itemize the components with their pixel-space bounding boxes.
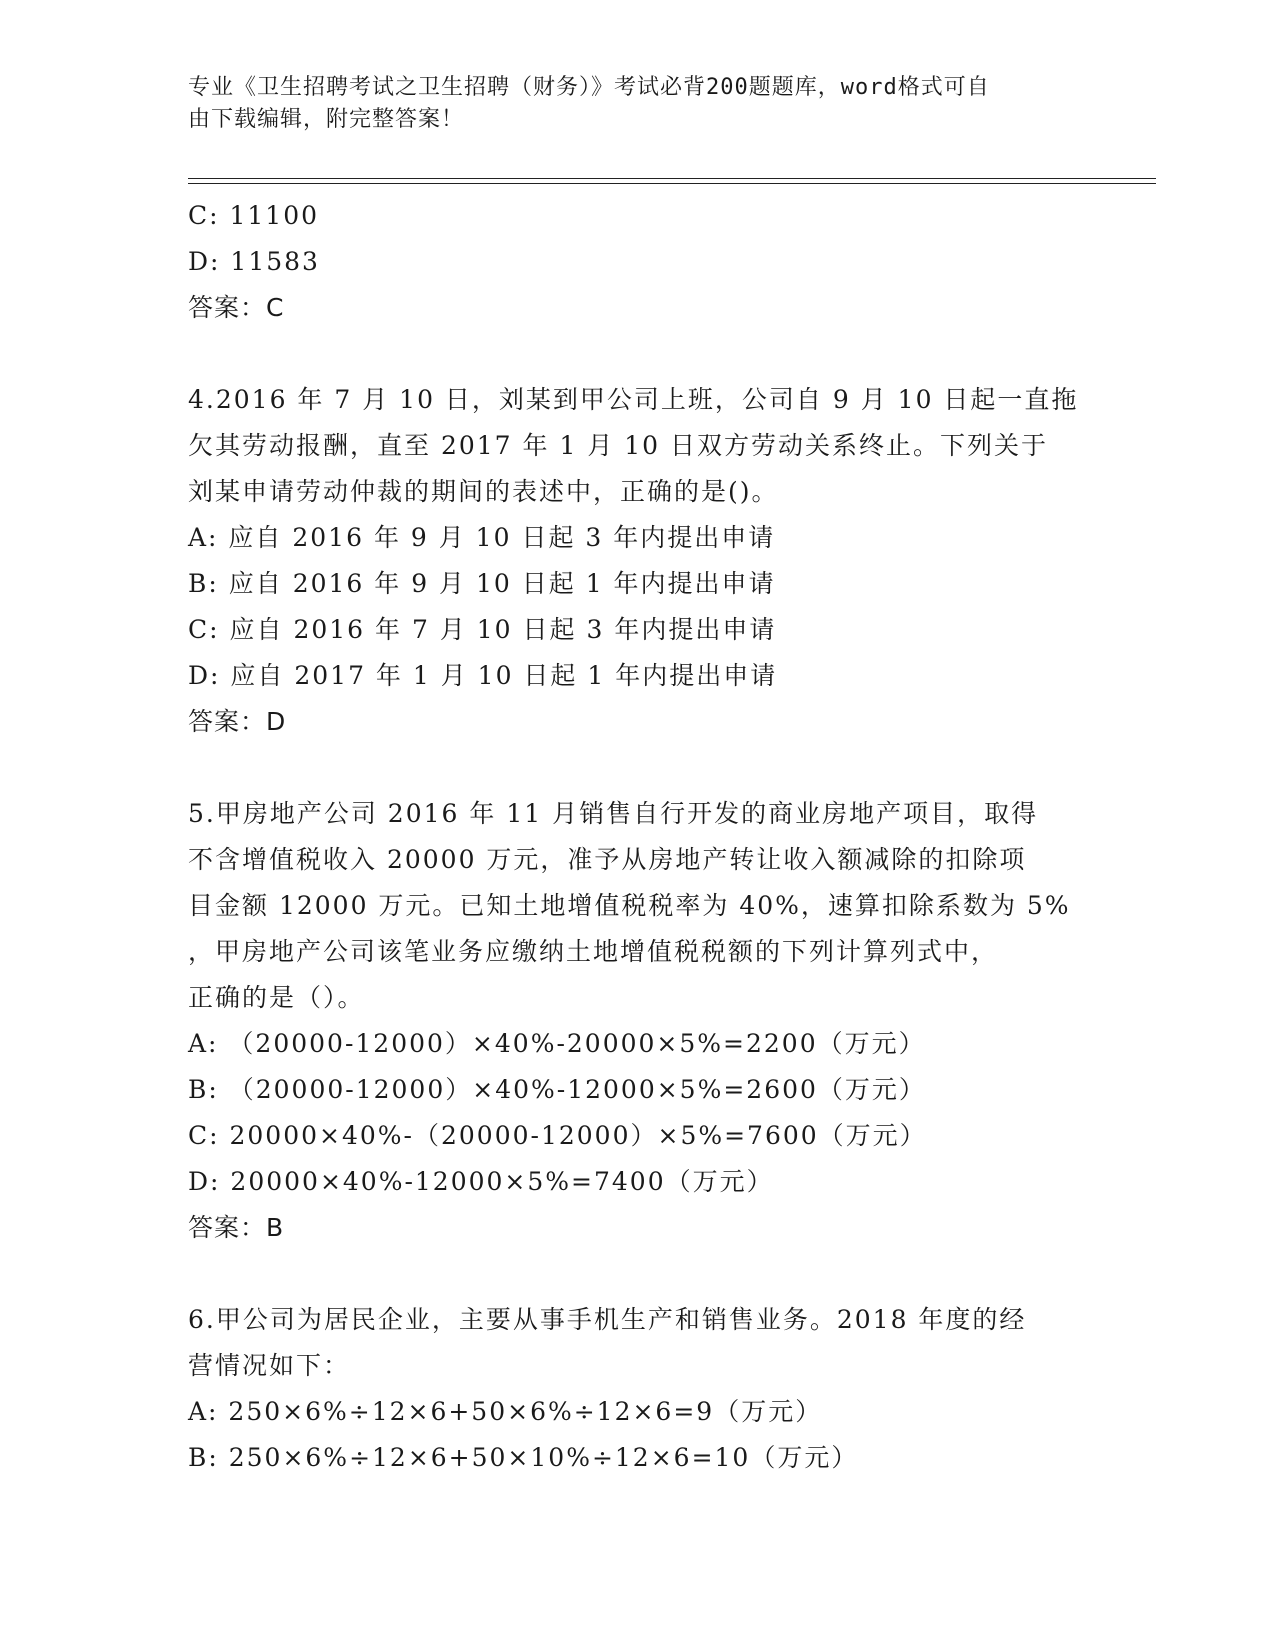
q5-stem-line: ，甲房地产公司该笔业务应缴纳土地增值税税额的下列计算列式中，: [188, 937, 999, 966]
document-body: [188, 193, 1079, 1481]
q5-option-a: A: （20000-12000）×40%-20000×5%=2200（万元）: [188, 1029, 926, 1058]
q4-stem-line: 刘某申请劳动仲裁的期间的表述中，正确的是()。: [188, 477, 779, 506]
q4-answer: 答案：D: [188, 707, 287, 736]
q6-stem-line: 6.甲公司为居民企业，主要从事手机生产和销售业务。2018 年度的经: [188, 1305, 1027, 1334]
q3-option-c: C: 11100: [188, 201, 320, 230]
q4-stem-line: 欠其劳动报酬，直至 2017 年 1 月 10 日双方劳动关系终止。下列关于: [188, 431, 1049, 460]
q4-option-a: A: 应自 2016 年 9 月 10 日起 3 年内提出申请: [188, 523, 776, 552]
q3-option-d: D: 11583: [188, 247, 320, 276]
q5-stem-line: 正确的是（）。: [188, 983, 365, 1012]
q4-stem-line: 4.2016 年 7 月 10 日，刘某到甲公司上班，公司自 9 月 10 日起一直拖: [188, 385, 1079, 414]
q5-answer: 答案：B: [188, 1213, 285, 1242]
q5-stem-line: 5.甲房地产公司 2016 年 11 月销售自行开发的商业房地产项目，取得: [188, 799, 1039, 828]
q5-option-d: D: 20000×40%-12000×5%=7400（万元）: [188, 1167, 774, 1196]
document-header: [188, 72, 1078, 136]
q3-answer: 答案：C: [188, 293, 285, 322]
spacer: [188, 331, 1068, 377]
header-line-1: 专业《卫生招聘考试之卫生招聘（财务）》考试必背200题题库，word格式可自: [188, 75, 990, 100]
header-divider-bottom: [188, 183, 1156, 184]
spacer: [188, 745, 1068, 791]
header-divider-top: [188, 178, 1156, 179]
q4-option-d: D: 应自 2017 年 1 月 10 日起 1 年内提出申请: [188, 661, 778, 690]
q4-option-c: C: 应自 2016 年 7 月 10 日起 3 年内提出申请: [188, 615, 777, 644]
q5-stem-line: 不含增值税收入 20000 万元，准予从房地产转让收入额减除的扣除项: [188, 845, 1027, 874]
q5-stem-line: 目金额 12000 万元。已知土地增值税税率为 40%，速算扣除系数为 5%: [188, 891, 1071, 920]
q5-option-b: B: （20000-12000）×40%-12000×5%=2600（万元）: [188, 1075, 926, 1104]
q6-option-a: A: 250×6%÷12×6+50×6%÷12×6=9（万元）: [188, 1397, 823, 1426]
header-line-2: 由下载编辑，附完整答案！: [188, 107, 465, 132]
q6-option-b: B: 250×6%÷12×6+50×10%÷12×6=10（万元）: [188, 1443, 859, 1472]
q6-stem-line: 营情况如下：: [188, 1351, 351, 1380]
spacer: [188, 1251, 1068, 1297]
q5-option-c: C: 20000×40%-（20000-12000）×5%=7600（万元）: [188, 1121, 927, 1150]
q4-option-b: B: 应自 2016 年 9 月 10 日起 1 年内提出申请: [188, 569, 776, 598]
